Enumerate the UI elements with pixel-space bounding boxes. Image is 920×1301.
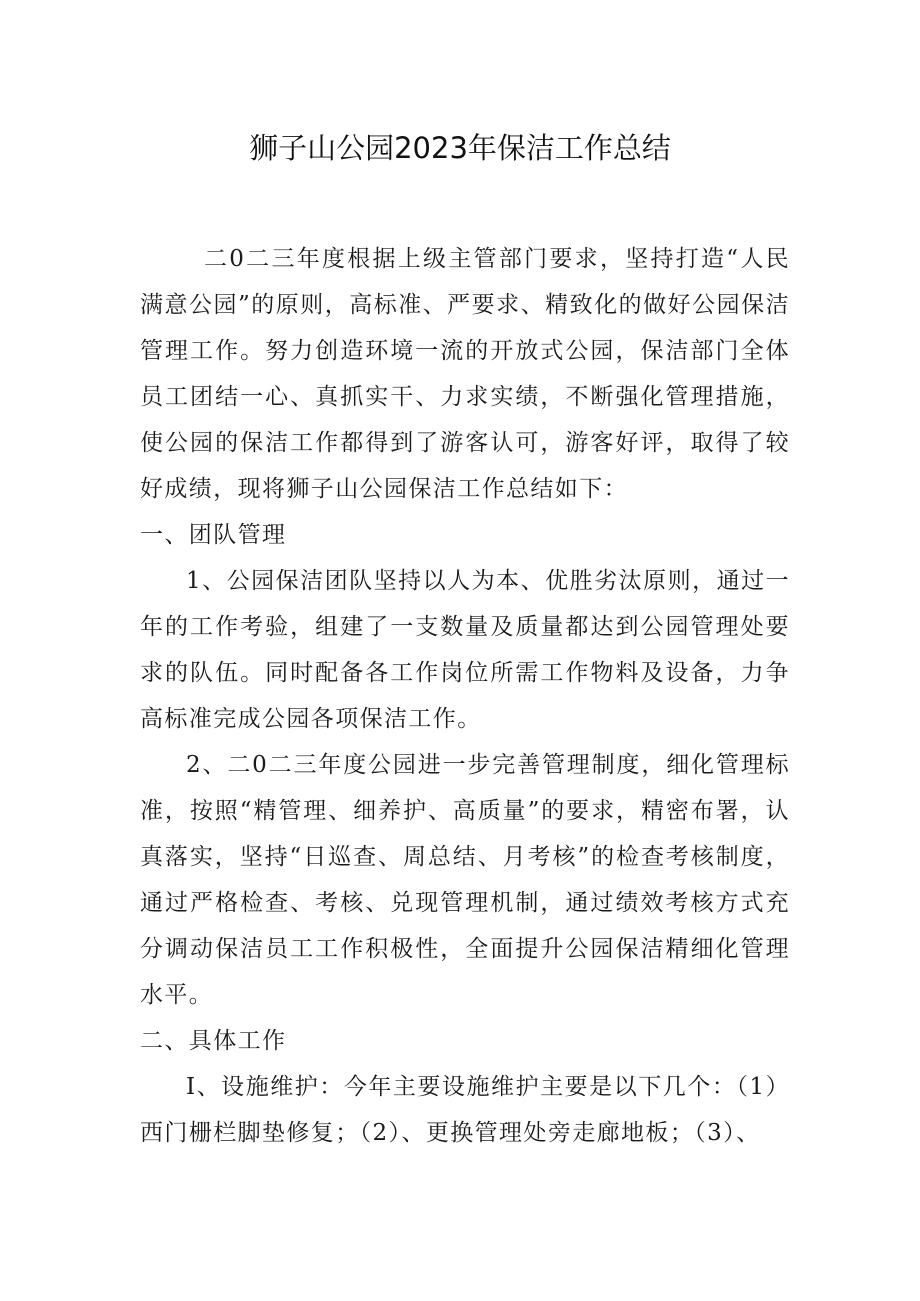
specific-work-item-1: I、设施维护：今年主要设施维护主要是以下几个：（1）西门栅栏脚垫修复；（2）、更换管理处旁走廊地板；（3）、	[140, 1074, 790, 1146]
document-body	[140, 236, 790, 1156]
team-management-item-2: 2、二0二三年度公园进一步完善管理制度，细化管理标准，按照“精管理、细养护、高质量”的要求，精密布署，认真落实，坚持“日巡查、周总结、月考核”的检查考核制度，通过严格检查、考核、兑现管理机制，通过绩效考核方式充分调动保洁员工工作积极性，全面提升公园保洁精细化管理水平。	[140, 752, 790, 1008]
intro-paragraph: 二0二三年度根据上级主管部门要求，坚持打造“人民满意公园”的原则，高标准、严要求、精致化的做好公园保洁管理工作。努力创造环境一流的开放式公园，保洁部门全体员工团结一心、真抓实干、力求实绩，不断强化管理措施，使公园的保洁工作都得到了游客认可，游客好评，取得了较好成绩，现将狮子山公园保洁工作总结如下：	[140, 246, 790, 502]
team-management-item-1: 1、公园保洁团队坚持以人为本、优胜劣汰原则，通过一年的工作考验，组建了一支数量及质量都达到公园管理处要求的队伍。同时配备各工作岗位所需工作物料及设备，力争高标准完成公园各项保洁工作。	[140, 568, 790, 732]
document-title: 狮子山公园2023年保洁工作总结	[249, 131, 671, 165]
section-heading-specific-work: 二、具体工作	[140, 1028, 287, 1054]
section-heading-team-management: 一、团队管理	[140, 522, 287, 548]
